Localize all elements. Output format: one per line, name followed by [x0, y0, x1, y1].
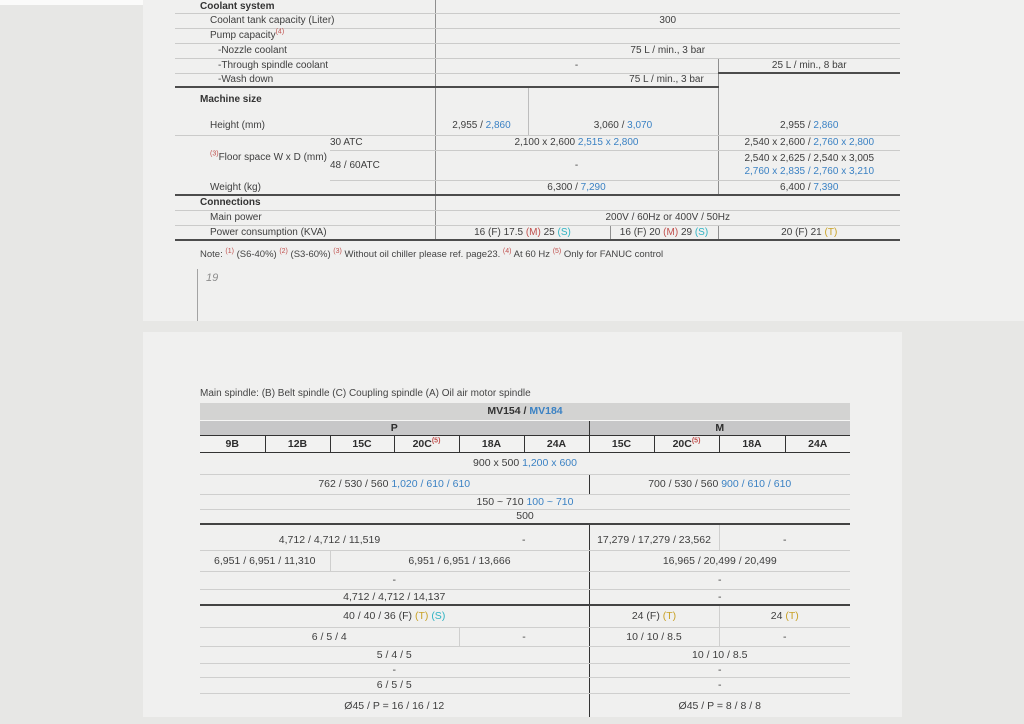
main-power-label: Main power [175, 210, 435, 225]
nozzle-coolant-value: 75 L / min., 3 bar [435, 43, 900, 58]
footnote-4-marker: (4) [502, 247, 512, 255]
bore-value-m: Ø45 / P = 8 / 8 / 8 [678, 700, 761, 713]
table-row [175, 73, 900, 87]
torque-value-m12: 10 / 10 / 8.5 [589, 627, 719, 646]
page-number: 19 [206, 272, 219, 284]
table-row [175, 210, 900, 225]
wash-down-label: -Wash down [175, 73, 435, 87]
table-row [175, 13, 900, 28]
through-spindle-label: -Through spindle coolant [175, 58, 435, 73]
table-row [175, 0, 900, 13]
power-consumption-value-2: 16 (F) 20 (M) 29 (S) [610, 225, 718, 240]
table-size-value: 900 x 500 1,200 x 600 [200, 452, 850, 474]
footnote-4-ref: (4) [275, 28, 285, 36]
table-row [200, 627, 850, 646]
pump-capacity-label: Pump capacity$^{(4)}$ [175, 28, 435, 43]
spec-table [175, 0, 900, 241]
table-row [200, 452, 850, 474]
col-18a-m: 18A [719, 435, 785, 452]
table-row [175, 135, 900, 150]
height-label: Height (mm) [175, 109, 435, 135]
power-value-m12: 24 (F) (T) [589, 605, 719, 627]
group-header-row [200, 420, 850, 435]
table-row [200, 571, 850, 589]
footnote-3-ref: (3) [210, 150, 219, 158]
col-15c-m: 15C [589, 435, 654, 452]
speed-value-p14: 4,712 / 4,712 / 11,519 [200, 524, 459, 550]
value-m: 16,965 / 20,499 / 20,499 [589, 550, 850, 571]
floor-space-label: $^{(3)}$Floor space W x D (mm) [210, 150, 327, 164]
power-consumption-label: Power consumption (KVA) [175, 225, 435, 240]
footnotes: Note: $^{(1)}$ (S6-40%) $^{(2)}$ (S3-60%) $^{(3)}$ Without oil chiller please ref. page23. $^{(4)}$ At 60 Hz $^{(5)}$ Only for FANUC control [200, 247, 664, 260]
speed-dash-p56: - [459, 524, 589, 550]
table-row [175, 87, 900, 109]
coolant-system-header: Coolant system [175, 0, 435, 13]
footnote-1-marker: (1) [225, 247, 234, 255]
height-value-1: 2,955 / 2,860 [435, 109, 528, 135]
main-power-value: 200V / 60Hz or 400V / 50Hz [435, 210, 900, 225]
speed-dash-m34: - [719, 524, 850, 550]
value-m: 10 / 10 / 8.5 [589, 646, 850, 663]
footnote-2-marker: (2) [279, 247, 288, 255]
table-row [200, 693, 850, 717]
torque-dash-m34: - [719, 627, 850, 646]
table-row [175, 195, 900, 210]
height-value-3: 2,955 / 2,860 [718, 109, 900, 135]
wash-down-value: 75 L / min., 3 bar [435, 73, 718, 87]
weight-label: Weight (kg) [175, 180, 435, 195]
table-row [175, 28, 900, 43]
table-row [175, 109, 900, 135]
table-row [175, 58, 900, 73]
table-row [200, 589, 850, 605]
group-p: P [200, 420, 589, 435]
col-15c-p: 15C [330, 435, 394, 452]
value-p: 5 / 4 / 5 [200, 646, 589, 663]
col-12b: 12B [265, 435, 330, 452]
height-value-2: 3,060 / 3,070 [528, 109, 718, 135]
coolant-tank-label: Coolant tank capacity (Liter) [175, 13, 435, 28]
table-row [175, 43, 900, 58]
floor-space-4860-dash: - [435, 150, 718, 180]
table-row [200, 509, 850, 524]
value-p36: 6,951 / 6,951 / 13,666 [330, 550, 589, 571]
col-9b: 9B [200, 435, 265, 452]
footnote-5-ref: (5) [691, 437, 701, 444]
footnote-5-ref: (5) [431, 437, 441, 444]
group-m: M [589, 420, 850, 435]
power-value-p: 40 / 40 / 36 (F) (T) (S) [200, 605, 589, 627]
weight-value-3: 6,400 / 7,390 [718, 180, 900, 195]
table-row [200, 677, 850, 693]
dash-m: - [589, 571, 850, 589]
model-title: MV154 / MV184 [200, 403, 850, 420]
floor-space-sub-4860atc: 48 / 60ATC [330, 150, 435, 180]
power-consumption-value-1: 16 (F) 17.5 (M) 25 (S) [435, 225, 610, 240]
bore-value-p: Ø45 / P = 16 / 16 / 12 [200, 693, 589, 717]
col-20c-m: $20C^{(5)}$ [654, 435, 719, 452]
model-header-row [200, 403, 850, 420]
column-header-row [200, 435, 850, 452]
value-p: 6 / 5 / 5 [200, 677, 589, 693]
table-row [200, 605, 850, 627]
travel-value-p: 762 / 530 / 560 1,020 / 610 / 610 [200, 474, 589, 494]
footnote-5-marker: (5) [552, 247, 562, 255]
load-value: 500 [200, 509, 850, 524]
catalog-page-next [143, 332, 902, 717]
table-row [200, 646, 850, 663]
table-row [175, 225, 900, 240]
machine-size-header: Machine size [175, 87, 435, 109]
power-consumption-value-3: 20 (F) 21 (T) [718, 225, 900, 240]
table-row [200, 524, 850, 550]
col-24a-p: 24A [524, 435, 589, 452]
col-24a-m: 24A [785, 435, 850, 452]
table-row [200, 663, 850, 677]
floor-space-4860-value-3: 2,540 x 2,625 / 2,540 x 3,005 2,760 x 2,835 / 2,760 x 3,210 [718, 150, 900, 180]
coolant-tank-value: 300 [435, 13, 900, 28]
floor-space-30atc-value-pm: 2,100 x 2,600 2,515 x 2,800 [435, 135, 718, 150]
catalog-page-19 [143, 0, 1024, 321]
dash-p: - [200, 663, 589, 677]
col-20c-p: $20C^{(5)}$ [394, 435, 459, 452]
dash-p: - [200, 571, 589, 589]
nozzle-coolant-label: -Nozzle coolant [175, 43, 435, 58]
through-spindle-value: 25 L / min., 8 bar [718, 58, 900, 73]
table-row [200, 474, 850, 494]
dash-m: - [589, 589, 850, 605]
floor-space-sub-30atc: 30 ATC [330, 135, 435, 150]
col-18a-p: 18A [459, 435, 524, 452]
speed-value-m12: 17,279 / 17,279 / 23,562 [589, 524, 719, 550]
range-value: 150 ~ 710 100 ~ 710 [200, 494, 850, 509]
floor-space-30atc-value-3: 2,540 x 2,600 / 2,760 x 2,800 [718, 135, 900, 150]
table-row [175, 180, 900, 195]
torque-value-p14: 6 / 5 / 4 [200, 627, 459, 646]
torque-dash-p56: - [459, 627, 589, 646]
connections-header: Connections [175, 195, 435, 210]
through-spindle-dash: - [435, 58, 718, 73]
page-number-rule [197, 269, 198, 321]
footnote-3-marker: (3) [333, 247, 342, 255]
spindle-table-caption: Main spindle: (B) Belt spindle (C) Coupling spindle (A) Oil air motor spindle [200, 388, 531, 399]
weight-value-pm: 6,300 / 7,290 [435, 180, 718, 195]
travel-value-m: 700 / 530 / 560 900 / 610 / 610 [589, 474, 850, 494]
table-row [200, 494, 850, 509]
dash-m: - [589, 677, 850, 693]
table-row [200, 550, 850, 571]
power-value-m34: 24 (T) [719, 605, 850, 627]
value-p: 4,712 / 4,712 / 14,137 [200, 589, 589, 605]
spindle-spec-table [200, 403, 850, 717]
value-p12: 6,951 / 6,951 / 11,310 [200, 550, 330, 571]
dash-m: - [589, 663, 850, 677]
